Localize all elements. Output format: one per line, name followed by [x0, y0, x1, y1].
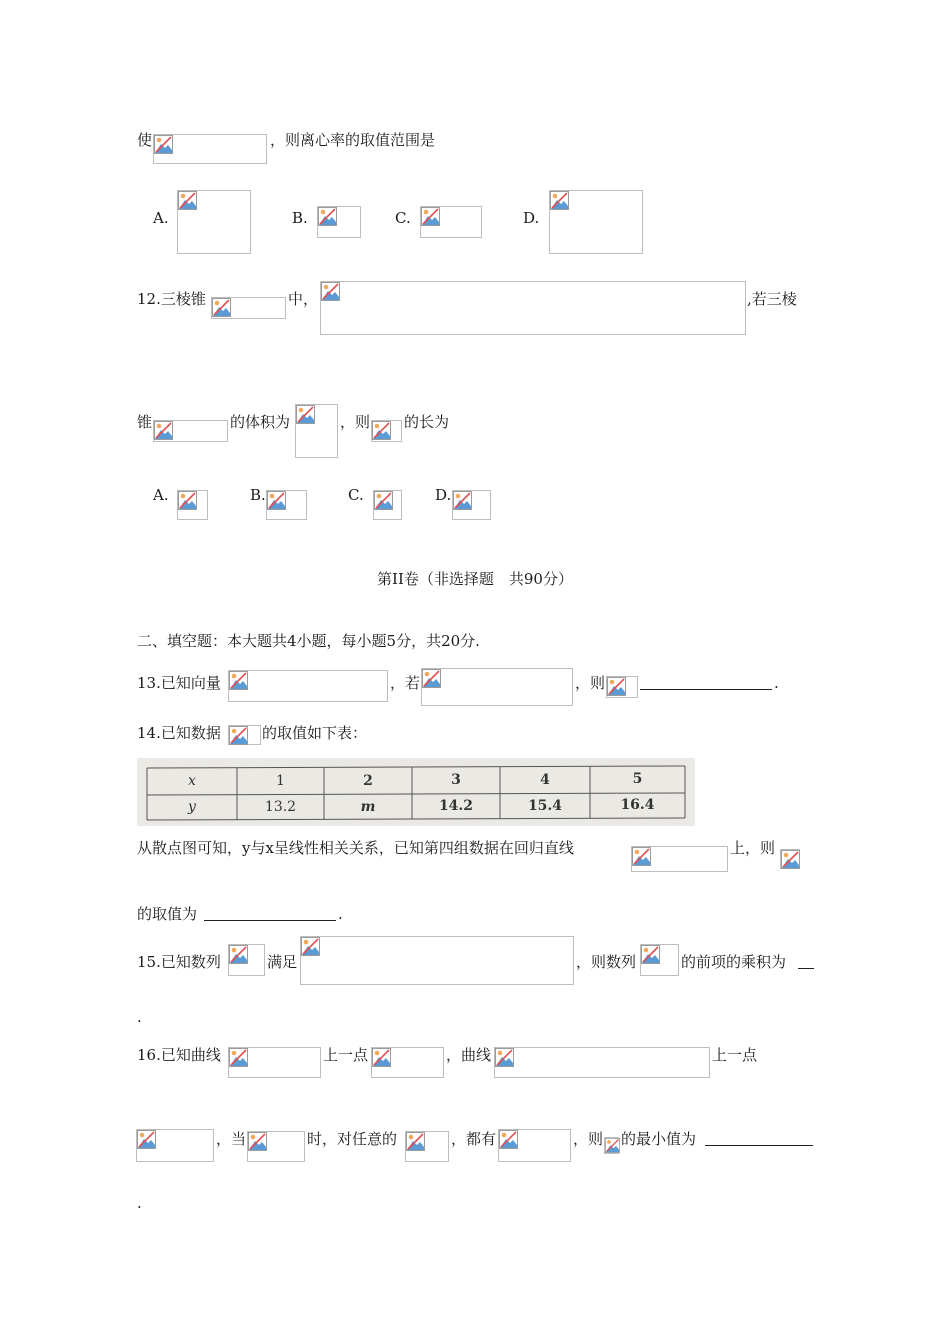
formula-image — [405, 1131, 449, 1162]
broken-image-icon — [374, 491, 393, 510]
q12-line2-suffix: 的长为 — [404, 413, 450, 431]
broken-image-icon — [248, 1132, 267, 1151]
formula-image — [153, 134, 267, 164]
table-cell-x: 2 — [363, 773, 373, 789]
formula-image — [604, 1137, 619, 1154]
formula-image — [228, 725, 261, 745]
broken-image-icon — [212, 298, 231, 317]
q14-line2-suffix: 上，则 — [730, 839, 776, 857]
table-header-y: y — [188, 799, 196, 815]
broken-image-icon — [632, 847, 651, 866]
broken-image-icon — [406, 1132, 425, 1151]
broken-image-icon — [495, 1048, 514, 1067]
q12-prefix: 12.三棱锥 — [137, 290, 206, 308]
broken-image-icon — [296, 405, 315, 424]
q12-option-d: D. — [435, 486, 452, 504]
broken-image-icon — [421, 207, 440, 226]
formula-image — [452, 490, 491, 520]
broken-image-icon — [318, 207, 337, 226]
formula-image — [228, 1047, 321, 1078]
section2-title: 二、填空题：本大题共4小题，每小题5分，共20分. — [137, 632, 480, 650]
q11-option-d: D. — [523, 209, 540, 227]
q16-line2-mid1: ，当 — [216, 1130, 247, 1148]
broken-image-icon — [605, 1138, 620, 1153]
q12-mid1: 中， — [288, 290, 319, 308]
formula-image — [177, 190, 251, 254]
q16-end: . — [137, 1194, 142, 1212]
q14-line3-end: . — [338, 905, 343, 923]
broken-image-icon — [781, 850, 800, 869]
q16-line2-mid3: ，都有 — [451, 1130, 497, 1148]
formula-image — [371, 420, 402, 442]
table-cell-y: 16.4 — [620, 797, 655, 813]
q14-suffix: 的取值如下表： — [262, 724, 368, 742]
q12-line2-prefix: 锥 — [137, 413, 153, 431]
table-cell-x: 5 — [632, 771, 643, 787]
broken-image-icon — [229, 726, 248, 745]
formula-image — [373, 490, 402, 520]
q13-prefix: 13.已知向量 — [137, 674, 221, 692]
q11-option-a: A. — [153, 209, 169, 227]
data-table-photo — [137, 758, 695, 826]
broken-image-icon — [301, 937, 320, 956]
formula-image — [300, 936, 574, 985]
table-cell-x: 4 — [540, 772, 550, 788]
formula-image — [640, 944, 679, 976]
q12-option-a: A. — [153, 486, 169, 504]
q11-option-b: B. — [292, 209, 308, 227]
broken-image-icon — [641, 945, 660, 964]
answer-blank — [798, 968, 814, 969]
formula-image — [317, 206, 361, 238]
broken-image-icon — [372, 1048, 391, 1067]
formula-image — [371, 1047, 444, 1078]
formula-image — [320, 281, 746, 335]
formula-image — [247, 1131, 305, 1162]
broken-image-icon — [499, 1130, 518, 1149]
q15-end: . — [137, 1008, 142, 1026]
q16-line2-mid2: 时，对任意的 — [307, 1130, 398, 1148]
table-cell-y: 15.4 — [527, 798, 563, 814]
table-cell-y: 14.2 — [438, 798, 474, 814]
broken-image-icon — [154, 421, 173, 440]
answer-blank — [204, 920, 336, 921]
q16-suffix: 上一点 — [712, 1046, 758, 1064]
formula-image — [780, 849, 800, 869]
q14-prefix: 14.已知数据 — [137, 724, 221, 742]
q16-line2-mid4: ，则 — [573, 1130, 604, 1148]
broken-image-icon — [422, 669, 441, 688]
q13-end: . — [774, 674, 779, 692]
broken-image-icon — [321, 282, 340, 301]
table-cell-y: m — [360, 799, 376, 815]
q11-option-c: C. — [395, 209, 411, 227]
formula-image — [631, 846, 728, 872]
q11-prefix: 使 — [137, 131, 153, 149]
q16-prefix: 16.已知曲线 — [137, 1046, 221, 1064]
q15-prefix: 15.已知数列 — [137, 953, 221, 971]
broken-image-icon — [372, 421, 391, 440]
broken-image-icon — [154, 135, 173, 154]
q12-option-c: C. — [348, 486, 364, 504]
broken-image-icon — [178, 191, 197, 210]
q15-mid2: ，则数列 — [576, 953, 637, 971]
broken-image-icon — [178, 491, 197, 510]
table-cell-x: 3 — [451, 772, 461, 788]
q16-mid2: ，曲线 — [446, 1046, 492, 1064]
formula-image — [211, 297, 286, 319]
formula-image — [420, 206, 482, 238]
q12-line2-mid1: 的体积为 — [230, 413, 291, 431]
formula-image — [136, 1129, 214, 1162]
formula-image — [549, 190, 643, 254]
broken-image-icon — [137, 1130, 156, 1149]
formula-image — [228, 670, 388, 702]
q14-line2-prefix: 从散点图可知，y与x呈线性相关关系，已知第四组数据在回归直线 — [137, 839, 574, 857]
q15-suffix: 的前项的乘积为 — [681, 953, 787, 971]
formula-image — [421, 668, 573, 706]
table-header-x: x — [188, 773, 196, 789]
broken-image-icon — [267, 491, 286, 510]
formula-image — [266, 490, 307, 520]
formula-image — [606, 676, 638, 698]
broken-image-icon — [229, 1048, 248, 1067]
q12-line2-mid2: ，则 — [340, 413, 371, 431]
table-cell-x: 1 — [276, 773, 285, 789]
part2-title: 第II卷（非选择题 共90分） — [377, 570, 573, 588]
formula-image — [295, 404, 338, 458]
q13-mid1: ，若 — [390, 674, 421, 692]
answer-blank — [640, 689, 772, 690]
q16-line2-suffix: 的最小值为 — [621, 1130, 697, 1148]
q15-mid1: 满足 — [267, 953, 298, 971]
table-cell-y: 13.2 — [264, 799, 297, 815]
broken-image-icon — [229, 945, 248, 964]
formula-image — [498, 1129, 571, 1162]
broken-image-icon — [453, 491, 472, 510]
broken-image-icon — [550, 191, 569, 210]
q13-mid2: ，则 — [575, 674, 606, 692]
q12-mid2: ,若三棱 — [747, 290, 797, 308]
formula-image — [153, 420, 228, 442]
broken-image-icon — [229, 671, 248, 690]
q14-line3-prefix: 的取值为 — [137, 905, 198, 923]
q16-mid1: 上一点 — [323, 1046, 369, 1064]
formula-image — [494, 1047, 710, 1078]
answer-blank — [705, 1145, 813, 1146]
formula-image — [228, 944, 265, 976]
formula-image — [177, 490, 208, 520]
broken-image-icon — [607, 677, 626, 696]
q12-option-b: B. — [250, 486, 266, 504]
q11-suffix: ，则离心率的取值范围是 — [270, 131, 436, 149]
